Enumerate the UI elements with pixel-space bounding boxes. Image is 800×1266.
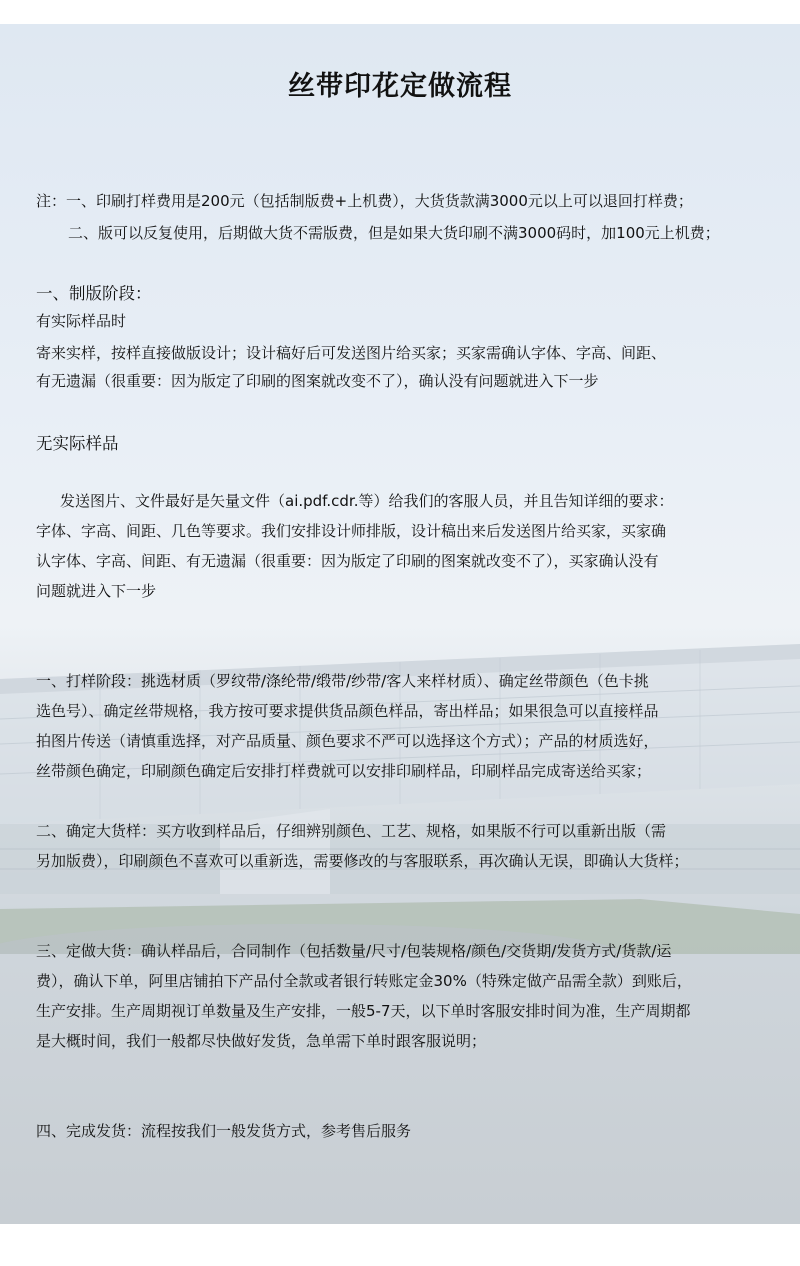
sample-step-line: 拍图片传送（请慎重选择，对产品质量、颜色要求不严可以选择这个方式）；产品的材质选好， [36, 732, 659, 750]
with-sample-label: 有实际样品时 [36, 312, 127, 330]
with-sample-line: 寄来实样，按样直接做版设计；设计稿好后可发送图片给买家；买家需确认字体、字高、间距、 [36, 344, 667, 362]
plate-stage-heading: 一、制版阶段： [36, 284, 152, 303]
ship-step-line: 四、完成发货：流程按我们一般发货方式，参考售后服务 [36, 1122, 412, 1140]
order-step-line: 是大概时间，我们一般都尽快做好发货，急单需下单时跟客服说明； [36, 1032, 487, 1050]
without-sample-line: 问题就进入下一步 [36, 582, 157, 600]
without-sample-line: 认字体、字高、间距、有无遗漏（很重要：因为版定了印刷的图案就改变不了），买家确认没有 [36, 552, 659, 570]
order-step-line: 费），确认下单，阿里店铺拍下产品付全款或者银行转账定金30%（特殊定做产品需全款）到账后， [36, 972, 692, 990]
confirm-step-line: 另加版费），印刷颜色不喜欢可以重新选，需要修改的与客服联系，再次确认无误，即确认大货样； [36, 852, 689, 870]
sample-step-line: 丝带颜色确定，印刷颜色确定后安排打样费就可以安排印刷样品，印刷样品完成寄送给买家； [36, 762, 652, 780]
note-line-1: 注：一、印刷打样费用是200元（包括制版费+上机费），大货货款满3000元以上可以退回打样费； [36, 192, 693, 210]
sample-step-line: 选色号）、确定丝带规格，我方按可要求提供货品颜色样品，寄出样品；如果很急可以直接样品 [36, 702, 659, 720]
confirm-step-line: 二、确定大货样：买方收到样品后，仔细辨别颜色、工艺、规格，如果版不行可以重新出版（需 [36, 822, 667, 840]
without-sample-line: 发送图片、文件最好是矢量文件（ai.pdf.cdr.等）给我们的客服人员，并且告知详细的要求： [60, 492, 674, 510]
without-sample-label: 无实际样品 [36, 434, 119, 453]
with-sample-line: 有无遗漏（很重要：因为版定了印刷的图案就改变不了），确认没有问题就进入下一步 [36, 372, 599, 390]
order-step-line: 生产安排。生产周期视订单数量及生产安排，一般5-7天，以下单时客服安排时间为准，生产周期都 [36, 1002, 691, 1020]
sample-step-line: 一、打样阶段：挑选材质（罗纹带/涤纶带/缎带/纱带/客人来样材质）、确定丝带颜色（色卡挑 [36, 672, 649, 690]
without-sample-line: 字体、字高、间距、几色等要求。我们安排设计师排版，设计稿出来后发送图片给买家，买家确 [36, 522, 667, 540]
note-line-2: 二、版可以反复使用，后期做大货不需版费，但是如果大货印刷不满3000码时，加100元上机费； [68, 224, 720, 242]
page-title: 丝带印花定做流程 [288, 71, 512, 102]
content-panel [0, 24, 800, 1224]
order-step-line: 三、定做大货：确认样品后，合同制作（包括数量/尺寸/包装规格/颜色/交货期/发货方式/货款/运 [36, 942, 672, 960]
